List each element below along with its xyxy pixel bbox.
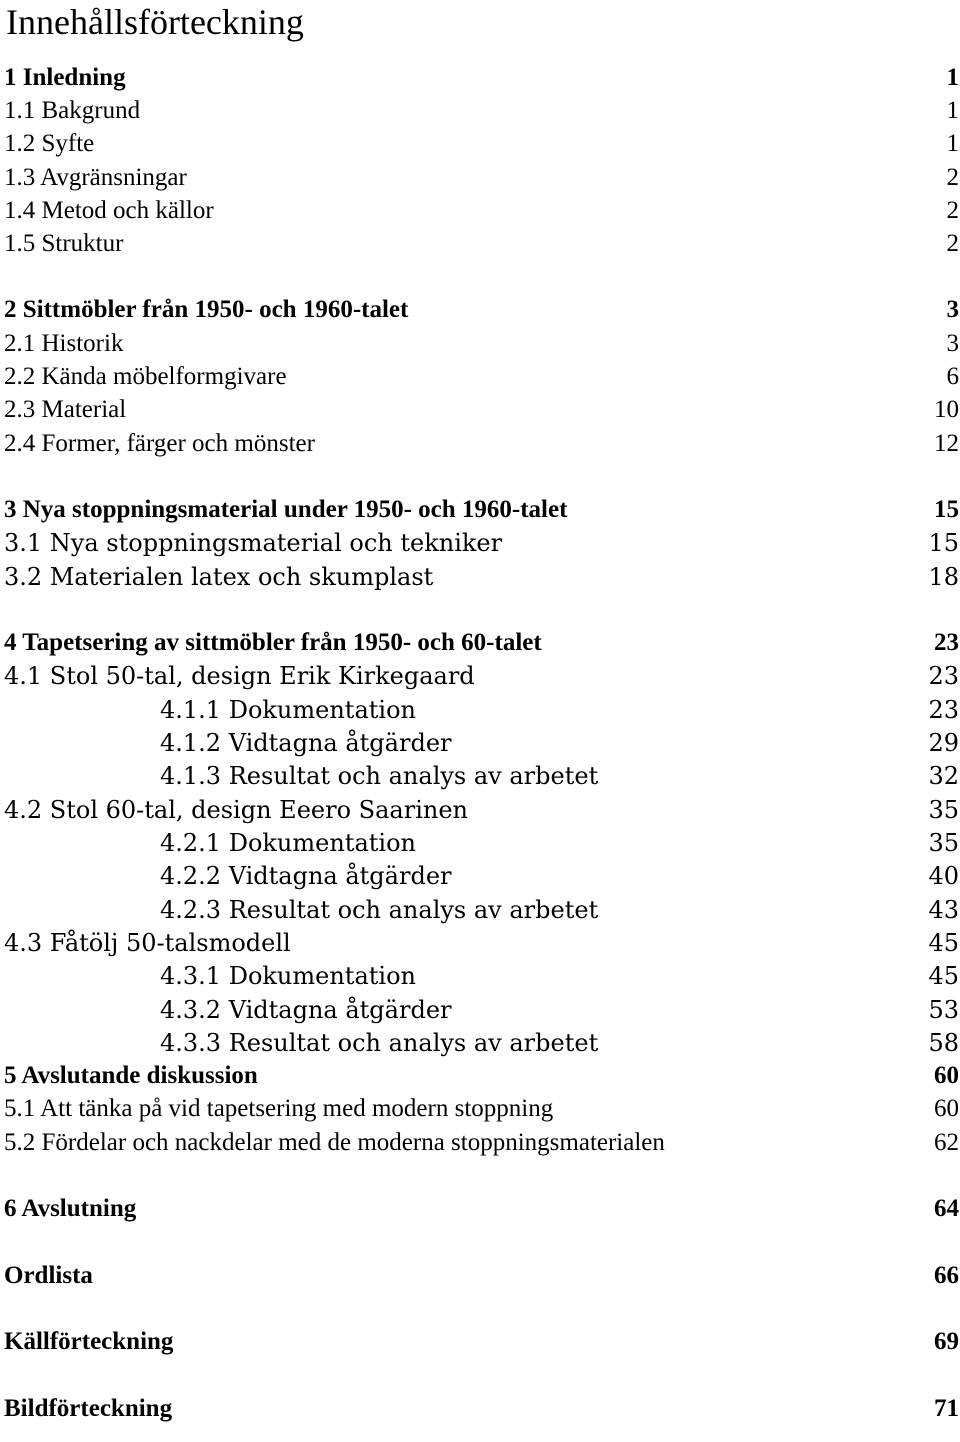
toc-entry <box>0 94 960 128</box>
toc-entry <box>0 1059 960 1093</box>
toc-entry <box>0 726 960 760</box>
toc-entry-page-number: 60 <box>934 1062 959 1089</box>
toc-entry <box>0 1192 960 1226</box>
toc-entry-label: Bildförteckning <box>4 1395 173 1422</box>
toc-entry <box>0 360 960 394</box>
toc-entry-page-number: 18 <box>928 563 959 591</box>
toc-entry-label: 5.2 Fördelar och nackdelar med de moderna stoppningsmaterialen <box>4 1129 665 1156</box>
toc-entry-page-number: 66 <box>934 1262 959 1289</box>
toc-entry <box>0 893 960 927</box>
toc-entry-page-number: 64 <box>934 1195 959 1222</box>
toc-entry-label: 2.4 Former, färger och mönster <box>4 430 315 457</box>
toc-entry <box>0 526 960 560</box>
toc-entry <box>0 560 960 594</box>
toc-entry-page-number: 40 <box>928 862 959 890</box>
page-title: Innehållsförteckning <box>6 2 304 42</box>
toc-entry-page-number: 3 <box>946 296 959 323</box>
toc-entry <box>0 393 960 427</box>
toc-entry-label: 4.1.1 Dokumentation <box>160 696 416 724</box>
toc-entry-page-number: 15 <box>934 496 959 523</box>
toc-entry <box>0 859 960 893</box>
toc-entry-page-number: 45 <box>928 929 959 957</box>
toc-entry-page-number: 43 <box>928 896 959 924</box>
toc-entry-label: 2.3 Material <box>4 396 127 423</box>
toc-entry-page-number: 35 <box>928 829 959 857</box>
toc-entry-page-number: 3 <box>946 330 959 357</box>
toc-entry <box>0 427 960 461</box>
toc-entry <box>0 161 960 195</box>
toc-entry-page-number: 2 <box>946 197 959 224</box>
toc-entry-label: 5.1 Att tänka på vid tapetsering med modern stoppning <box>4 1095 554 1122</box>
toc-entry-label: 1.1 Bakgrund <box>4 97 141 124</box>
toc-entry-page-number: 12 <box>934 430 959 457</box>
toc-entry <box>0 926 960 960</box>
toc-entry-page-number: 23 <box>928 696 959 724</box>
toc-entry <box>0 327 960 361</box>
toc-entry-label: 2.2 Kända möbelformgivare <box>4 363 287 390</box>
toc-entry-page-number: 1 <box>946 97 959 124</box>
toc-entry <box>0 1126 960 1160</box>
toc-entry-page-number: 6 <box>946 363 959 390</box>
toc-entry-label: 4.3.1 Dokumentation <box>160 962 416 990</box>
toc-entry-label: Ordlista <box>4 1262 93 1289</box>
toc-entry <box>0 61 960 95</box>
toc-entry-page-number: 10 <box>934 396 959 423</box>
toc-entry-label: 4.2.3 Resultat och analys av arbetet <box>160 896 599 924</box>
toc-entry-page-number: 2 <box>946 164 959 191</box>
toc-entry-label: 4.1.2 Vidtagna åtgärder <box>160 729 452 757</box>
toc-entry-page-number: 69 <box>934 1328 959 1355</box>
toc-entry-page-number: 1 <box>946 64 959 91</box>
toc-entry-page-number: 35 <box>928 796 959 824</box>
toc-entry-page-number: 29 <box>928 729 959 757</box>
toc-entry-label: 2.1 Historik <box>4 330 124 357</box>
toc-entry-label: 1.4 Metod och källor <box>4 197 214 224</box>
toc-entry-page-number: 45 <box>928 962 959 990</box>
toc-entry-label: 2 Sittmöbler från 1950- och 1960-talet <box>4 296 409 323</box>
toc-entry <box>0 293 960 327</box>
toc-entry-label: 4.2 Stol 60-tal, design Eeero Saarinen <box>4 796 468 824</box>
toc-entry-label: 4.1 Stol 50-tal, design Erik Kirkegaard <box>4 662 475 690</box>
toc-entry-label: 1.3 Avgränsningar <box>4 164 187 191</box>
toc-entry <box>0 693 960 727</box>
toc-entry-page-number: 62 <box>934 1129 959 1156</box>
toc-entry-label: 4.3.2 Vidtagna åtgärder <box>160 996 452 1024</box>
toc-entry-label: 4.1.3 Resultat och analys av arbetet <box>160 762 599 790</box>
toc-entry <box>0 826 960 860</box>
toc-entry <box>0 1392 960 1426</box>
toc-entry-page-number: 58 <box>928 1029 959 1057</box>
toc-entry-label: 4.2.1 Dokumentation <box>160 829 416 857</box>
toc-entry-label: 4.3.3 Resultat och analys av arbetet <box>160 1029 599 1057</box>
toc-entry <box>0 194 960 228</box>
toc-entry <box>0 227 960 261</box>
toc-entry-page-number: 53 <box>928 996 959 1024</box>
toc-entry <box>0 793 960 827</box>
toc-entry-label: Källförteckning <box>4 1328 174 1355</box>
toc-entry <box>0 1325 960 1359</box>
toc-entry <box>0 127 960 161</box>
toc-entry <box>0 993 960 1027</box>
toc-entry <box>0 1026 960 1060</box>
toc-entry-label: 1.5 Struktur <box>4 230 124 257</box>
toc-entry <box>0 659 960 693</box>
toc-entry-page-number: 23 <box>934 629 959 656</box>
toc-entry-label: 6 Avslutning <box>4 1195 137 1222</box>
toc-entry-page-number: 32 <box>928 762 959 790</box>
toc-entry <box>0 1092 960 1126</box>
toc-entry-label: 3.2 Materialen latex och skumplast <box>4 563 434 591</box>
toc-entry-page-number: 71 <box>934 1395 959 1422</box>
toc-entry <box>0 759 960 793</box>
toc-entry <box>0 493 960 527</box>
toc-entry-page-number: 1 <box>946 130 959 157</box>
toc-entry-label: 1 Inledning <box>4 64 126 91</box>
toc-entry-label: 4 Tapetsering av sittmöbler från 1950- och 60-talet <box>4 629 542 656</box>
toc-entry-page-number: 2 <box>946 230 959 257</box>
toc-entry <box>0 626 960 660</box>
toc-entry-label: 5 Avslutande diskussion <box>4 1062 258 1089</box>
toc-entry-page-number: 15 <box>928 529 959 557</box>
toc-entry-label: 1.2 Syfte <box>4 130 95 157</box>
toc-entry-label: 4.2.2 Vidtagna åtgärder <box>160 862 452 890</box>
toc-entry <box>0 959 960 993</box>
toc-entry-label: 4.3 Fåtölj 50-talsmodell <box>4 929 291 957</box>
toc-entry <box>0 1259 960 1293</box>
toc-entry-page-number: 60 <box>934 1095 959 1122</box>
toc-entry-label: 3.1 Nya stoppningsmaterial och tekniker <box>4 529 503 557</box>
toc-entry-label: 3 Nya stoppningsmaterial under 1950- och 1960-talet <box>4 496 568 523</box>
toc-entry-page-number: 23 <box>928 662 959 690</box>
